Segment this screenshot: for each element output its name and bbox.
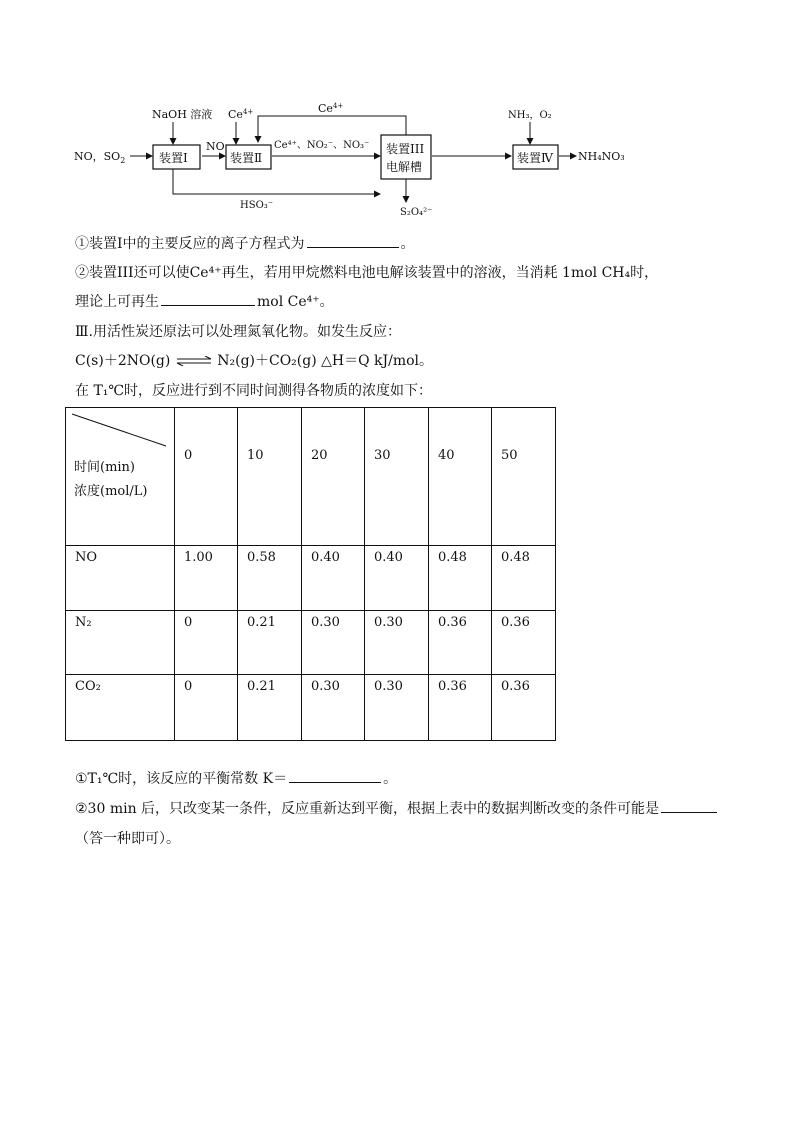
question-4 (75, 798, 719, 818)
table-cell: 0.58 (247, 550, 276, 565)
answer-blank-3[interactable] (289, 768, 381, 783)
time-header-cell (365, 408, 429, 546)
question-2-text-b: mol Ce⁴⁺。 (257, 294, 334, 310)
question-1-text: ①装置Ⅰ中的主要反应的离子方程式为 (75, 236, 305, 252)
time-0: 0 (184, 448, 193, 463)
answer-blank-1[interactable] (307, 233, 399, 248)
time-30: 30 (374, 448, 391, 463)
table-cell: 0.36 (438, 615, 467, 630)
table-cell: 0.30 (374, 615, 403, 630)
table-cell: 0.36 (501, 615, 530, 630)
table-cell: 0 (184, 615, 193, 630)
question-3-end: 。 (383, 771, 398, 787)
concentration-table (65, 407, 556, 741)
row-label-co2: CO₂ (75, 679, 101, 694)
time-10: 10 (247, 448, 264, 463)
section-3-heading: Ⅲ.用活性炭还原法可以处理氮氧化物。如发生反应： (75, 324, 401, 340)
table-intro: 在 T₁℃时，反应进行到不同时间测得各物质的浓度如下： (75, 383, 433, 399)
time-40: 40 (438, 448, 455, 463)
row-label-no: NO (75, 550, 98, 565)
corner-time-label: 时间(min) (74, 460, 136, 475)
table-header-row (66, 408, 556, 546)
table-row (66, 546, 556, 611)
time-header-cell (429, 408, 492, 546)
no-arrow-label: NO (206, 140, 225, 153)
table-row (66, 675, 556, 741)
question-2-line1: ②装置III还可以使Ce⁴⁺再生，若用甲烷燃料电池电解该装置中的溶液，当消耗 1mol CH₄时， (75, 265, 659, 281)
time-20: 20 (311, 448, 328, 463)
time-header-cell (175, 408, 238, 546)
input-label: NO，$SO_2$ (74, 150, 126, 165)
table-cell: 0.21 (247, 615, 276, 630)
reaction-right: N₂(g)＋CO₂(g) △H＝Q kJ/mol。 (217, 353, 434, 369)
question-2-text-a: 理论上可再生 (75, 294, 159, 310)
device-3-line2: 电解槽 (386, 160, 423, 174)
time-header-cell (238, 408, 302, 546)
table-cell: 0.30 (374, 679, 403, 694)
s2o4-label: S₂O₄²⁻ (400, 207, 433, 218)
d2-d3-label: Ce⁴⁺、NO₂⁻、NO₃⁻ (274, 140, 370, 151)
ce4-loop-label: $Ce^{4+}$ (318, 102, 344, 115)
table-cell: 1.00 (184, 550, 213, 565)
row-label-n2: N₂ (75, 615, 92, 630)
naoh-label: NaOH 溶液 (152, 108, 213, 121)
answer-blank-2[interactable] (161, 291, 255, 306)
table-cell: 0 (184, 679, 193, 694)
table-cell: 0.48 (438, 550, 467, 565)
process-flow-diagram (60, 98, 660, 228)
answer-blank-4[interactable] (661, 798, 717, 813)
table-cell: 0.30 (311, 679, 340, 694)
time-header-cell (302, 408, 365, 546)
table-cell: 0.21 (247, 679, 276, 694)
ce4-in-label: $Ce^{4+}$ (228, 108, 254, 121)
question-4-line2: （答一种即可）。 (75, 831, 180, 847)
question-4-text: ②30 min 后，只改变某一条件，反应重新达到平衡，根据上表中的数据判断改变的条件可能是 (75, 801, 660, 817)
device-3-line1: 装置III (386, 142, 425, 156)
nh3-o2-label: NH₃，O₂ (508, 110, 552, 121)
table-cell: 0.40 (311, 550, 340, 565)
corner-conc-label: 浓度(mol/L) (74, 484, 148, 499)
question-3 (75, 768, 397, 788)
product-label: NH₄NO₃ (578, 150, 625, 163)
corner-diagonal-line (66, 408, 174, 448)
reaction-left: C(s)＋2NO(g) (75, 353, 171, 369)
question-1-end: 。 (400, 236, 415, 252)
question-3-text: ①T₁℃时，该反应的平衡常数 K＝ (75, 771, 288, 787)
table-cell: 0.36 (501, 679, 530, 694)
table-row (66, 611, 556, 675)
device-1-label: 装置Ⅰ (159, 151, 188, 165)
device-2-label: 装置Ⅱ (230, 151, 263, 165)
table-corner-cell (66, 408, 175, 546)
time-50: 50 (501, 448, 518, 463)
device-4-label: 装置Ⅳ (517, 151, 553, 165)
time-header-cell (492, 408, 556, 546)
table-cell: 0.40 (374, 550, 403, 565)
hso3-label: HSO₃⁻ (240, 200, 274, 211)
question-2-line2 (75, 291, 334, 311)
table-cell: 0.30 (311, 615, 340, 630)
equilibrium-arrow-icon (176, 356, 212, 366)
table-cell: 0.48 (501, 550, 530, 565)
reaction-equation (75, 350, 433, 370)
table-cell: 0.36 (438, 679, 467, 694)
question-1 (75, 233, 415, 253)
